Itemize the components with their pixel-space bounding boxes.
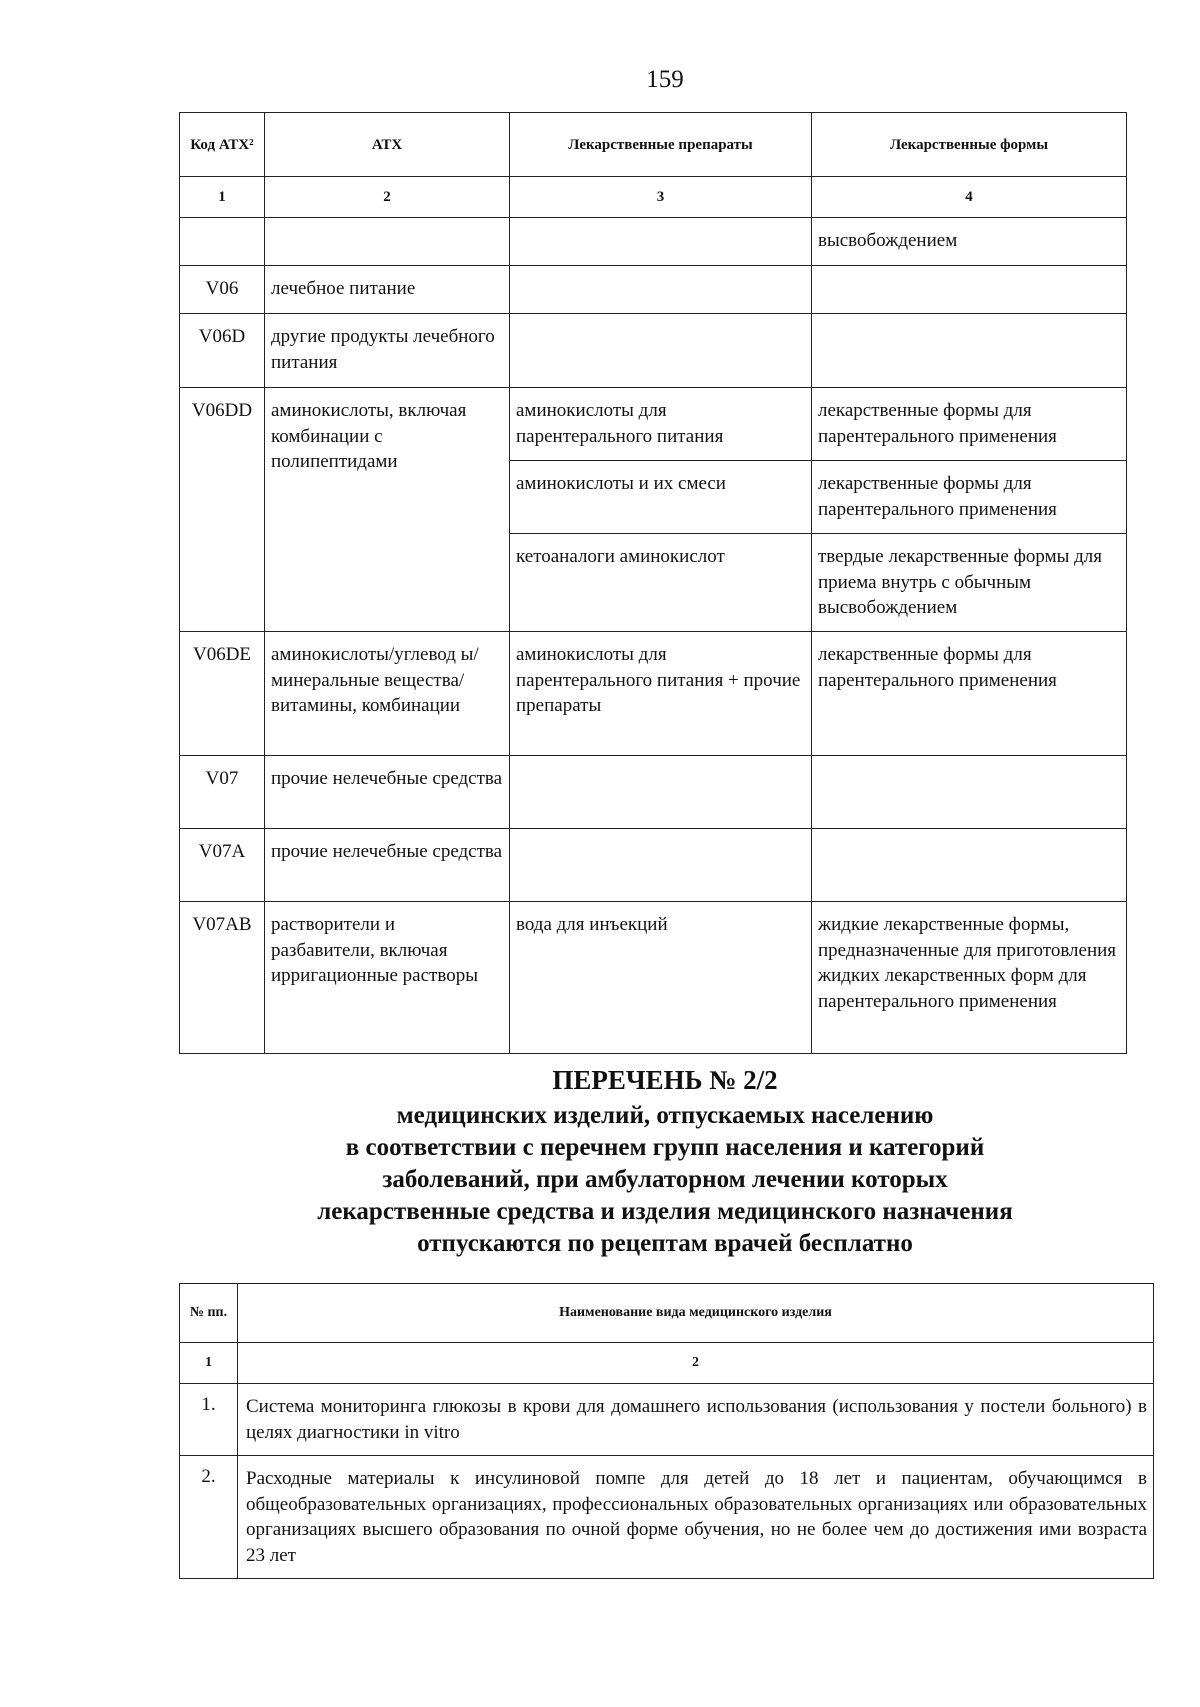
table-row bbox=[180, 1456, 1154, 1579]
atx-code-cell: V06DE bbox=[180, 632, 265, 756]
table-row bbox=[180, 266, 1127, 314]
table-row bbox=[180, 314, 1127, 388]
row-number: 1. bbox=[180, 1384, 238, 1456]
atx-name-cell: аминокислоты, включая комбинации с полипептидами bbox=[265, 388, 510, 632]
header-device-name: Наименование вида медицинского изделия bbox=[238, 1284, 1154, 1343]
section-title: ПЕРЕЧЕНЬ № 2/2 bbox=[552, 1065, 778, 1095]
atx-code-cell: V06 bbox=[180, 266, 265, 314]
form-cell bbox=[812, 829, 1127, 902]
medical-devices-table bbox=[179, 1283, 1154, 1579]
atx-code-cell: V06DD bbox=[180, 388, 265, 632]
drug-cell bbox=[510, 756, 812, 829]
drug-cell: аминокислоты для парентерального питания + прочие препараты bbox=[510, 632, 812, 756]
drug-cell: вода для инъекций bbox=[510, 902, 812, 1054]
form-cell: высвобождением bbox=[812, 218, 1127, 266]
drug-cell bbox=[510, 218, 812, 266]
atx-name-cell: прочие нелечебные средства bbox=[265, 756, 510, 829]
table-row bbox=[180, 632, 1127, 756]
header-code-atx: Код АТХ² bbox=[180, 113, 265, 177]
row-number: 2. bbox=[180, 1456, 238, 1579]
device-name: Расходные материалы к инсулиновой помпе для детей до 18 лет и пациентам, обучающимся в общеобразовательных организациях, профессиональных образовательных организациях или образовательных организациях высшего образования по очной форме обучения, но не более чем до достижения ими возраста 23 лет bbox=[238, 1456, 1154, 1579]
column-number: 2 bbox=[265, 177, 510, 218]
page-number: 159 bbox=[646, 66, 684, 93]
table-row bbox=[180, 829, 1127, 902]
section-heading bbox=[0, 1064, 1200, 1260]
table-header-row bbox=[180, 1284, 1154, 1343]
drug-cell bbox=[510, 266, 812, 314]
form-cell: лекарственные формы для парентерального применения bbox=[812, 461, 1127, 534]
atx-name-cell: прочие нелечебные средства bbox=[265, 829, 510, 902]
column-number: 1 bbox=[180, 177, 265, 218]
column-number: 4 bbox=[812, 177, 1127, 218]
atx-code-cell: V07 bbox=[180, 756, 265, 829]
form-cell: твердые лекарственные формы для приема внутрь с обычным высвобождением bbox=[812, 534, 1127, 632]
drug-cell: аминокислоты и их смеси bbox=[510, 461, 812, 534]
atx-name-cell: другие продукты лечебного питания bbox=[265, 314, 510, 388]
section-subtitle-line: в соответствии с перечнем групп населения и категорий bbox=[345, 1134, 985, 1161]
section-subtitle-line: заболеваний, при амбулаторном лечении которых bbox=[382, 1166, 948, 1193]
form-cell: лекарственные формы для парентерального применения bbox=[812, 632, 1127, 756]
form-cell: лекарственные формы для парентерального применения bbox=[812, 388, 1127, 461]
atx-name-cell: лечебное питание bbox=[265, 266, 510, 314]
atx-code-cell bbox=[180, 218, 265, 266]
atx-code-cell: V07AB bbox=[180, 902, 265, 1054]
column-number: 3 bbox=[510, 177, 812, 218]
table-row bbox=[180, 388, 1127, 461]
atx-name-cell: аминокислоты/углевод ы/минеральные вещества/витамины, комбинации bbox=[265, 632, 510, 756]
header-drugs: Лекарственные препараты bbox=[510, 113, 812, 177]
header-atx: АТХ bbox=[265, 113, 510, 177]
column-number-row bbox=[180, 1343, 1154, 1384]
table-row bbox=[180, 218, 1127, 266]
table-row bbox=[180, 756, 1127, 829]
form-cell bbox=[812, 266, 1127, 314]
table-row bbox=[180, 902, 1127, 1054]
header-number: № пп. bbox=[180, 1284, 238, 1343]
section-subtitle-line: отпускаются по рецептам врачей бесплатно bbox=[417, 1230, 913, 1257]
column-number: 1 bbox=[180, 1343, 238, 1384]
drug-cell bbox=[510, 829, 812, 902]
form-cell bbox=[812, 314, 1127, 388]
table-row bbox=[180, 1384, 1154, 1456]
header-forms: Лекарственные формы bbox=[812, 113, 1127, 177]
form-cell bbox=[812, 756, 1127, 829]
atx-drug-table bbox=[179, 112, 1127, 1054]
atx-name-cell: растворители и разбавители, включая ирригационные растворы bbox=[265, 902, 510, 1054]
table-header-row bbox=[180, 113, 1127, 177]
drug-cell: аминокислоты для парентерального питания bbox=[510, 388, 812, 461]
section-subtitle-line: лекарственные средства и изделия медицинского назначения bbox=[317, 1198, 1013, 1225]
form-cell: жидкие лекарственные формы, предназначенные для приготовления жидких лекарственных форм для парентерального применения bbox=[812, 902, 1127, 1054]
drug-cell: кетоаналоги аминокислот bbox=[510, 534, 812, 632]
column-number: 2 bbox=[238, 1343, 1154, 1384]
atx-code-cell: V07A bbox=[180, 829, 265, 902]
section-subtitle-line: медицинских изделий, отпускаемых населению bbox=[396, 1102, 934, 1129]
column-number-row bbox=[180, 177, 1127, 218]
atx-code-cell: V06D bbox=[180, 314, 265, 388]
atx-name-cell bbox=[265, 218, 510, 266]
drug-cell bbox=[510, 314, 812, 388]
device-name: Система мониторинга глюкозы в крови для домашнего использования (использования у постели больного) в целях диагностики in vitro bbox=[238, 1384, 1154, 1456]
